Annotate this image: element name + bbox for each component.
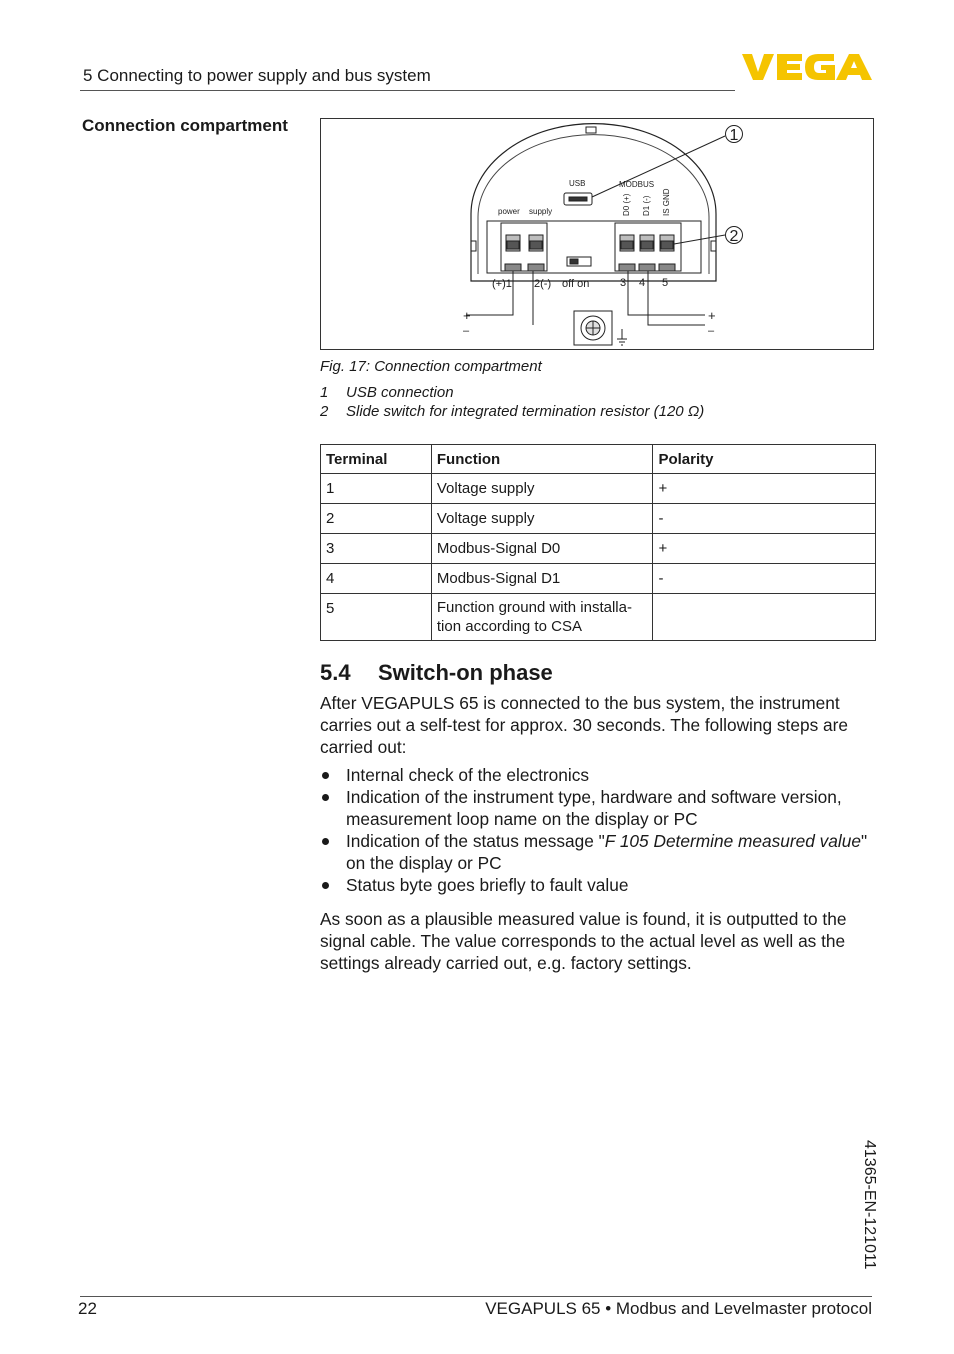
outro-paragraph: As soon as a plausible measured value is found, it is outputted to the signal cable. The value corresponds to the actual level as well as the settings already carried out, e.g. factory settings.: [320, 909, 847, 973]
table-cell: Modbus-Signal D0: [431, 534, 653, 564]
label-terminal-5: 5: [662, 277, 669, 289]
status-msg-code: F 105 Determine measured value: [604, 831, 861, 851]
label-modbus: MODBUS: [619, 180, 655, 189]
label-isgnd: IS GND: [662, 188, 671, 216]
right-minus: –: [708, 325, 715, 337]
label-d1: D1 (-): [642, 195, 651, 216]
table-cell: Voltage supply: [431, 474, 653, 504]
list-item: Internal check of the electronics: [320, 764, 880, 786]
legend-number: 2: [320, 403, 329, 420]
footer-rule: [80, 1296, 872, 1297]
legend-item: [320, 384, 454, 401]
legend-number: 1: [320, 384, 329, 401]
legend-text: Slide switch for integrated termination resistor (120 Ω): [346, 403, 705, 420]
status-msg-suffix: " on the display or PC: [346, 831, 868, 873]
table-cell: +: [653, 534, 876, 564]
callout-2: 2: [729, 228, 739, 245]
list-item: Indication of the instrument type, hardware and software version, measurement loop name on the display or PC: [320, 786, 880, 830]
legend-item: [320, 403, 704, 420]
label-power: power: [498, 207, 520, 216]
table-cell: -: [653, 564, 876, 594]
intro-paragraph: After VEGAPULS 65 is connected to the bus system, the instrument carries out a self-test for approx. 30 seconds. The following steps are carried out:: [320, 693, 848, 757]
legend-text: USB connection: [346, 384, 454, 401]
table-cell: Function ground with installa- tion according to CSA: [431, 594, 653, 641]
table-cell: 3: [321, 534, 432, 564]
table-cell: 4: [321, 564, 432, 594]
table-header-row: [321, 445, 876, 474]
table-cell: +: [653, 474, 876, 504]
label-off-on: off on: [562, 278, 590, 290]
table-row: [321, 504, 876, 534]
section-heading: [320, 660, 553, 686]
steps-list: [320, 764, 880, 896]
right-plus: +: [708, 308, 716, 323]
table-row: [321, 474, 876, 504]
table-row: [321, 534, 876, 564]
label-terminal-1: (+)1: [492, 278, 512, 290]
side-label: Connection compartment: [82, 116, 288, 135]
chapter-header: 5 Connecting to power supply and bus system: [83, 66, 431, 85]
table-cell: [653, 594, 876, 641]
label-terminal-2: 2(-): [534, 278, 552, 290]
vega-logo: [742, 52, 872, 82]
terminal-table: [320, 444, 876, 641]
left-plus: +: [463, 308, 471, 323]
left-minus: –: [463, 325, 470, 337]
page-number: 22: [78, 1299, 97, 1318]
column-header: Function: [431, 445, 653, 474]
footer-title: VEGAPULS 65 • Modbus and Levelmaster protocol: [485, 1299, 872, 1318]
table-cell: 1: [321, 474, 432, 504]
document-code: 41365-EN-121011: [861, 1140, 878, 1270]
table-cell: 5: [321, 594, 432, 641]
list-item: Status byte goes briefly to fault value: [320, 874, 880, 896]
table-cell: 2: [321, 504, 432, 534]
header-rule: [80, 90, 735, 91]
section-number: 5.4: [320, 660, 351, 685]
figure-caption: Fig. 17: Connection compartment: [320, 358, 542, 375]
label-supply: supply: [529, 207, 553, 216]
table-row: [321, 564, 876, 594]
label-terminal-4: 4: [639, 277, 646, 289]
table-cell: -: [653, 504, 876, 534]
column-header: Terminal: [321, 445, 432, 474]
connection-compartment-figure: [320, 118, 874, 350]
list-item: [320, 830, 880, 874]
column-header: Polarity: [653, 445, 876, 474]
label-d0: D0 (+): [622, 193, 631, 216]
table-cell: Modbus-Signal D1: [431, 564, 653, 594]
label-usb: USB: [569, 179, 586, 188]
table-cell: Voltage supply: [431, 504, 653, 534]
label-terminal-3: 3: [620, 277, 627, 289]
callout-1: 1: [729, 127, 739, 144]
table-row: [321, 594, 876, 641]
section-title: Switch-on phase: [378, 660, 553, 685]
status-msg-prefix: Indication of the status message ": [346, 831, 605, 851]
